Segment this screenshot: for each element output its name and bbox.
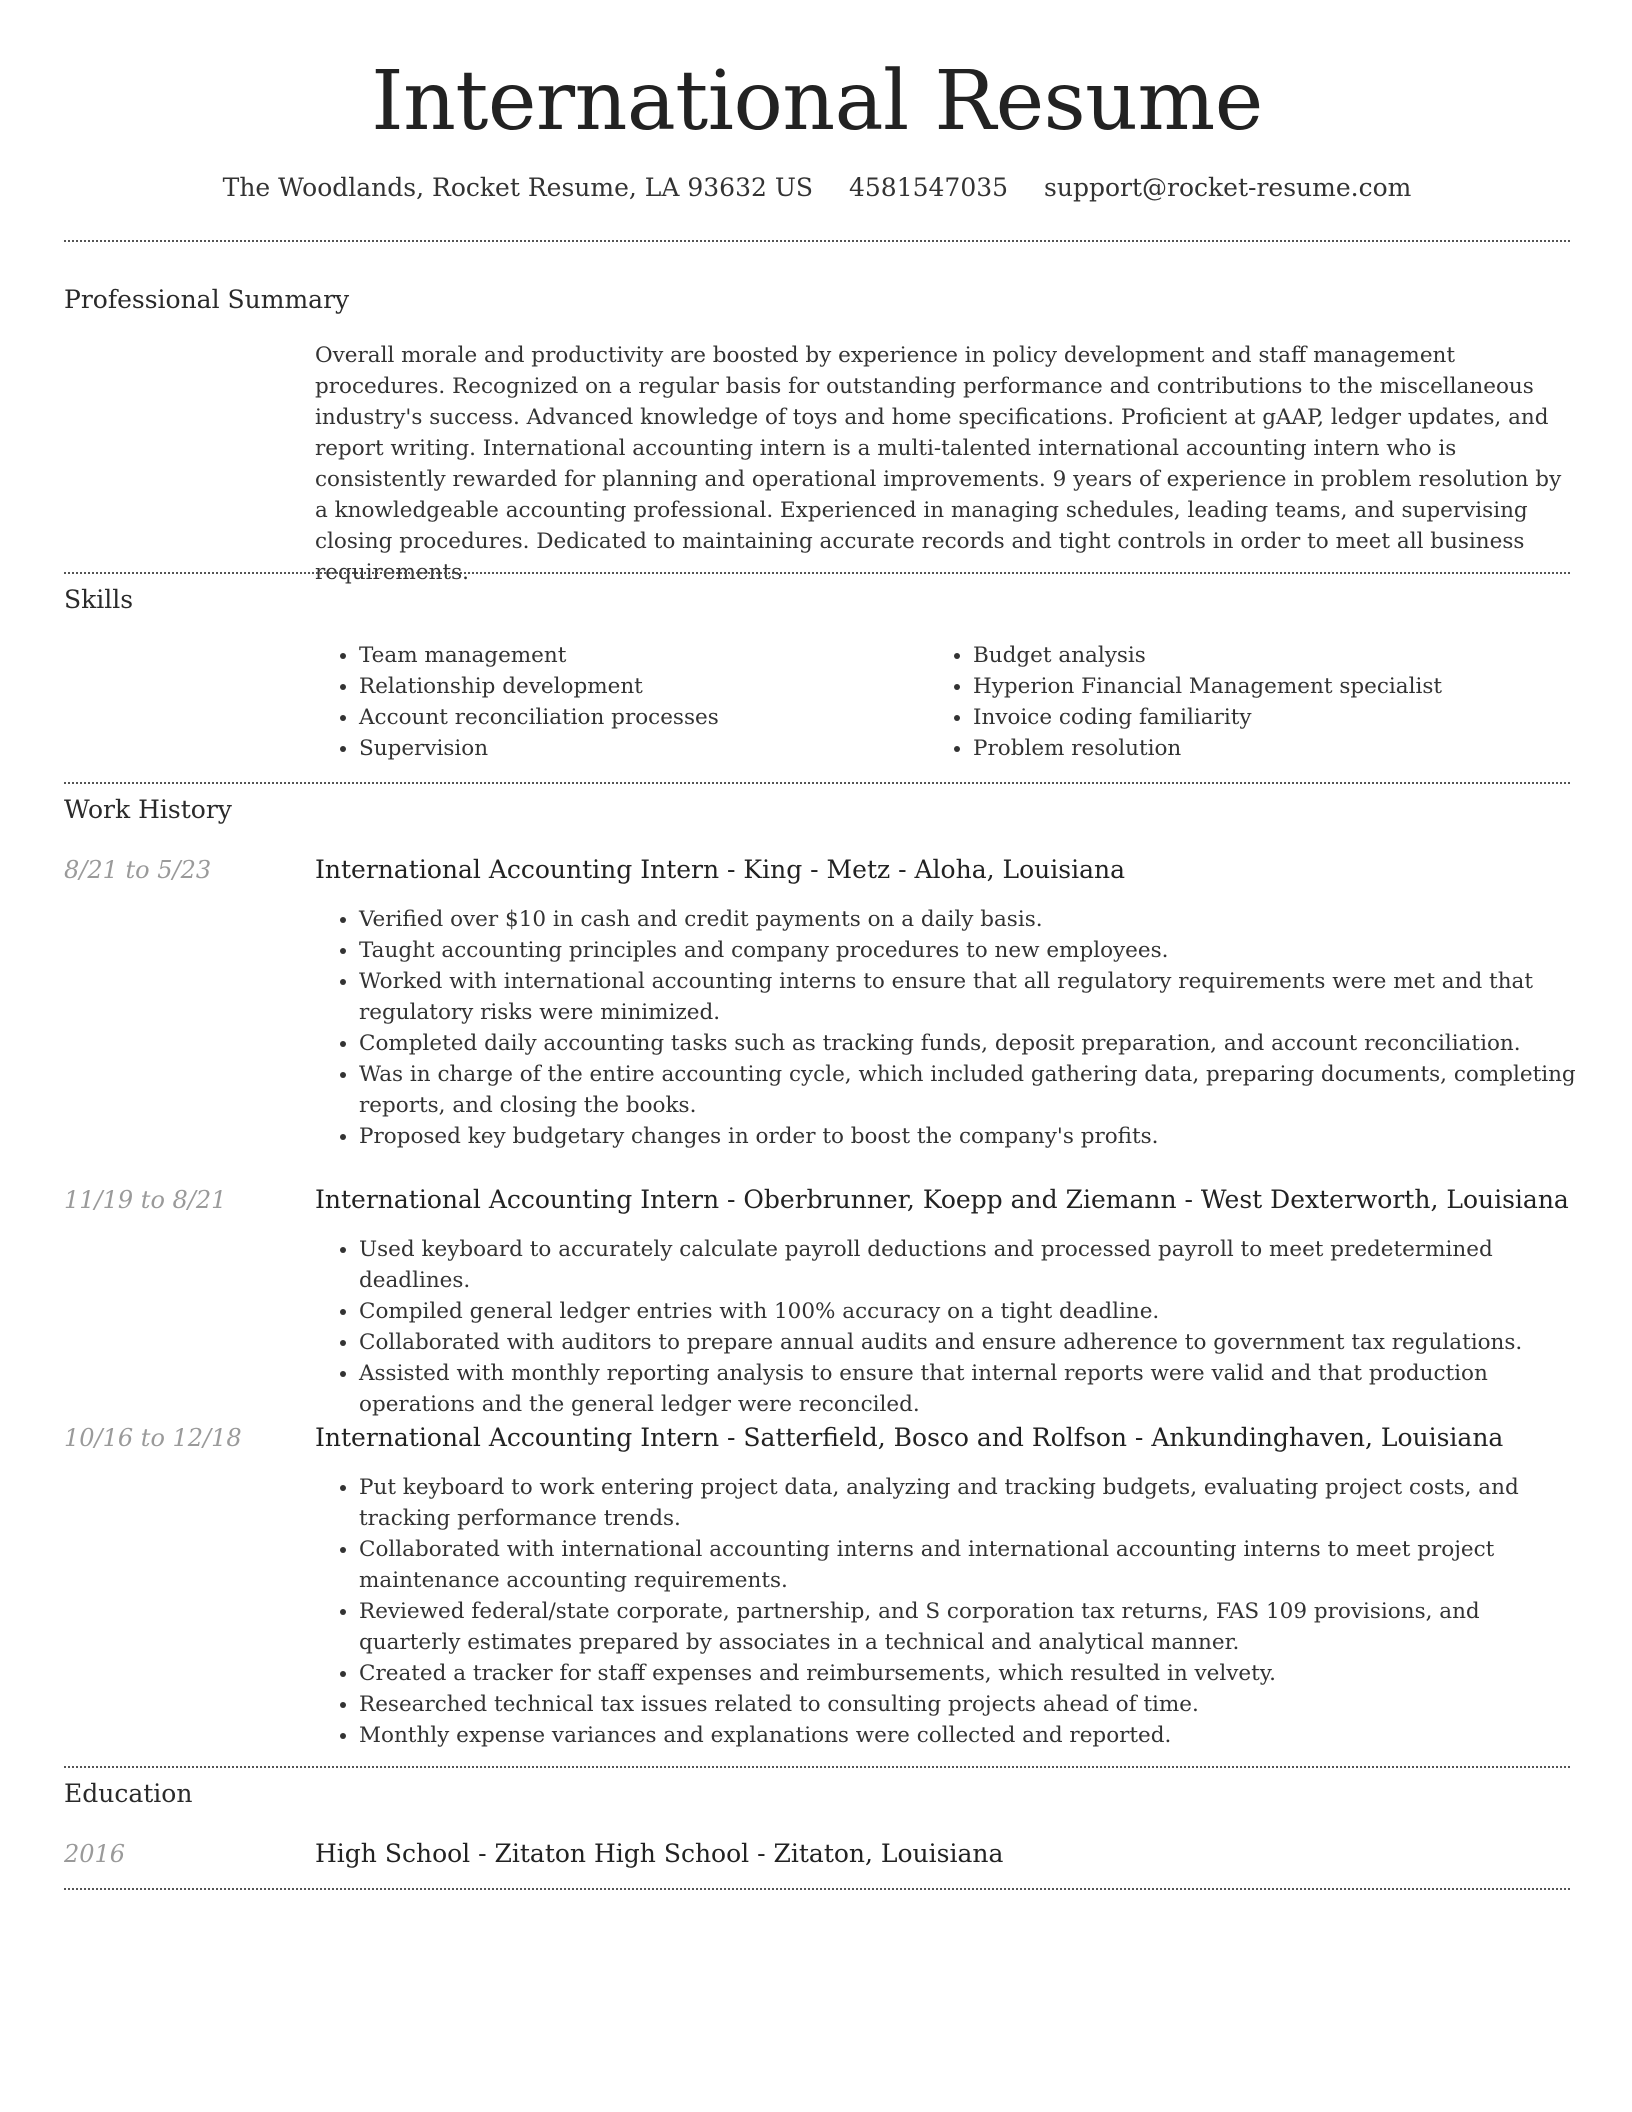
job-bullet: • Verified over $10 in cash and credit payments on a daily basis. (359, 904, 1577, 935)
divider (64, 1888, 1570, 1890)
job-title: International Accounting Intern - Satterfield, Bosco and Rolfson - Ankundinghaven, Louisiana (315, 1423, 1504, 1452)
section-title-education: Education (64, 1779, 193, 1808)
job-bullet: • Created a tracker for staff expenses and reimbursements, which resulted in velvety. (359, 1658, 1577, 1689)
skill-item: • Team management (359, 640, 939, 671)
job-bullets (315, 904, 1577, 1152)
skill-item: • Hyperion Financial Management specialist (973, 671, 1613, 702)
education-date: 2016 (64, 1840, 126, 1868)
section-title-work: Work History (64, 795, 232, 824)
contact-line (64, 170, 1570, 206)
job-bullet: • Taught accounting principles and company procedures to new employees. (359, 935, 1577, 966)
divider (64, 572, 1570, 574)
divider (64, 240, 1570, 242)
job-title: International Accounting Intern - King - Metz - Aloha, Louisiana (315, 855, 1125, 884)
job-bullet: • Put keyboard to work entering project data, analyzing and tracking budgets, evaluating project costs, and tracking performance trends. (359, 1472, 1577, 1534)
job-bullet: • Assisted with monthly reporting analysis to ensure that internal reports were valid and that production operations and the general ledger were reconciled. (359, 1358, 1577, 1420)
divider (64, 782, 1570, 784)
job-bullets (315, 1472, 1577, 1751)
section-title-summary: Professional Summary (64, 285, 350, 314)
job-bullet: • Proposed key budgetary changes in order to boost the company's profits. (359, 1121, 1577, 1152)
skills-list-left (315, 640, 939, 764)
job-bullet: • Used keyboard to accurately calculate payroll deductions and processed payroll to meet predetermined deadlines. (359, 1234, 1577, 1296)
skills-list-right (929, 640, 1613, 764)
job-bullet: • Researched technical tax issues related to consulting projects ahead of time. (359, 1689, 1577, 1720)
skill-item: • Supervision (359, 733, 939, 764)
job-dates: 11/19 to 8/21 (64, 1186, 227, 1214)
contact-address: The Woodlands, Rocket Resume, LA 93632 US (222, 173, 814, 202)
job-bullet: • Completed daily accounting tasks such as tracking funds, deposit preparation, and account reconciliation. (359, 1028, 1577, 1059)
summary-text: Overall morale and productivity are boosted by experience in policy development and staff management procedures. Recognized on a regular basis for outstanding performance and contributions to the miscellaneous industry's success. Advanced knowledge of toys and home specifications. Proficient at gAAP, ledger updates, and report writing. International accounting intern is a multi-talented international accounting intern who is consistently rewarded for planning and operational improvements. 9 years of experience in problem resolution by a knowledgeable accounting professional. Experienced in managing schedules, leading teams, and supervising closing procedures. Dedicated to maintaining accurate records and tight controls in order to meet all business requirements. (315, 343, 1562, 585)
job-bullets (315, 1234, 1577, 1420)
job-title: International Accounting Intern - Oberbrunner, Koepp and Ziemann - West Dexterworth, Louisiana (315, 1185, 1569, 1214)
divider (64, 1766, 1570, 1768)
job-dates: 8/21 to 5/23 (64, 856, 212, 884)
job-bullet: • Collaborated with auditors to prepare annual audits and ensure adherence to government tax regulations. (359, 1327, 1577, 1358)
resume-name: International Resume (371, 54, 1263, 149)
skill-item: • Problem resolution (973, 733, 1613, 764)
skill-item: • Budget analysis (973, 640, 1613, 671)
education-title: High School - Zitaton High School - Zitaton, Louisiana (315, 1839, 1004, 1868)
job-bullet: • Compiled general ledger entries with 100% accuracy on a tight deadline. (359, 1296, 1577, 1327)
skill-item: • Invoice coding familiarity (973, 702, 1613, 733)
contact-email: support@rocket-resume.com (1044, 173, 1412, 202)
skill-item: • Relationship development (359, 671, 939, 702)
contact-phone: 4581547035 (849, 173, 1009, 202)
skill-item: • Account reconciliation processes (359, 702, 939, 733)
job-bullet: • Collaborated with international accounting interns and international accounting interns to meet project maintenance accounting requirements. (359, 1534, 1577, 1596)
job-bullet: • Monthly expense variances and explanations were collected and reported. (359, 1720, 1577, 1751)
job-bullet: • Was in charge of the entire accounting cycle, which included gathering data, preparing documents, completing reports, and closing the books. (359, 1059, 1577, 1121)
job-bullet: • Reviewed federal/state corporate, partnership, and S corporation tax returns, FAS 109 provisions, and quarterly estimates prepared by associates in a technical and analytical manner. (359, 1596, 1577, 1658)
section-title-skills: Skills (64, 585, 134, 614)
job-dates: 10/16 to 12/18 (64, 1424, 242, 1452)
job-bullet: • Worked with international accounting interns to ensure that all regulatory requirements were met and that regulatory risks were minimized. (359, 966, 1577, 1028)
